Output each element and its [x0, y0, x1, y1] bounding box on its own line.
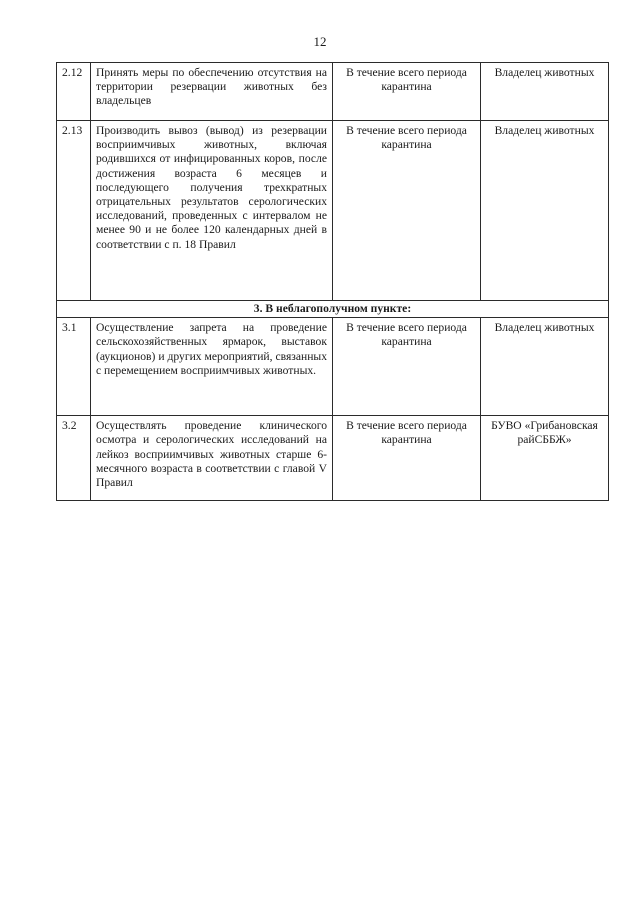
measures-table — [56, 62, 609, 501]
row-action: Принять меры по обеспечению отсутствия на территории резервации животных без владельцев — [91, 63, 333, 121]
page-number: 12 — [313, 34, 327, 49]
section-header-row — [57, 301, 609, 318]
row-responsible: Владелец животных — [481, 121, 609, 301]
row-term: В течение всего периода карантина — [333, 318, 481, 416]
row-action: Осуществлять проведение клинического осмотра и серологических исследований на лейкоз восприимчивых животных старше 6-месячного возраста в соответствии с главой V Правил — [91, 416, 333, 501]
row-responsible: Владелец животных — [481, 63, 609, 121]
section-title: 3. В неблагополучном пункте: — [57, 301, 609, 318]
row-number: 2.12 — [57, 63, 91, 121]
row-action: Осуществление запрета на проведение сельскохозяйственных ярмарок, выставок (аукционов) и других мероприятий, связанных с перемещением восприимчивых животных. — [91, 318, 333, 416]
table-row — [57, 318, 609, 416]
row-number: 3.1 — [57, 318, 91, 416]
row-number: 3.2 — [57, 416, 91, 501]
table-row — [57, 63, 609, 121]
row-action: Производить вывоз (вывод) из резервации восприимчивых животных, включая родившихся от инфицированных коров, после достижения возраста 6 месяцев и последующего получения трехкратных отрицательных результатов серологических исследований, проведенных с интервалом не менее 90 и не более 120 календарных дней в соответствии с п. 18 Правил — [91, 121, 333, 301]
row-responsible: БУВО «Грибановская райСББЖ» — [481, 416, 609, 501]
row-term: В течение всего периода карантина — [333, 121, 481, 301]
row-term: В течение всего периода карантина — [333, 416, 481, 501]
row-term: В течение всего периода карантина — [333, 63, 481, 121]
row-number: 2.13 — [57, 121, 91, 301]
table-row — [57, 121, 609, 301]
table-row — [57, 416, 609, 501]
row-responsible: Владелец животных — [481, 318, 609, 416]
